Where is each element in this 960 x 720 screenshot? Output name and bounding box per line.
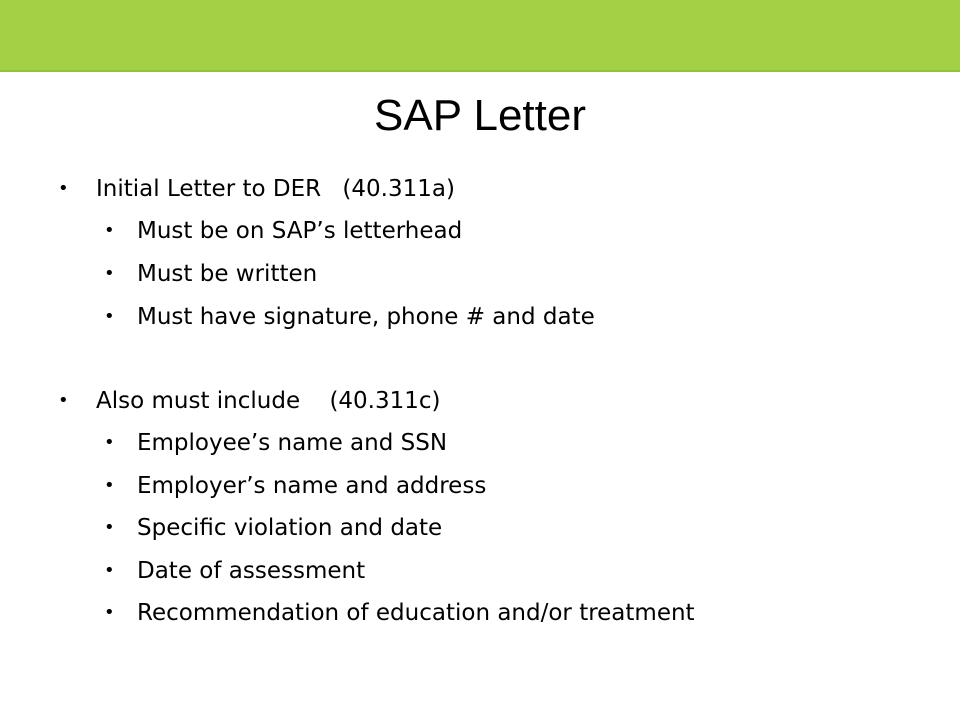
list-item-text: Employer’s name and address <box>137 473 487 499</box>
list-item-text: Date of assessment <box>137 558 366 584</box>
bullet-icon: • <box>104 602 115 623</box>
bullet-icon: • <box>104 517 115 538</box>
section-label: Initial Letter to DER <box>96 176 322 202</box>
slide-title: SAP Letter <box>374 91 586 140</box>
list-item <box>104 302 595 332</box>
bullet-icon: • <box>104 432 115 453</box>
list-item-text: Must be written <box>137 261 318 287</box>
bullet-icon: • <box>58 178 69 199</box>
list-item-text: Employee’s name and SSN <box>137 430 448 456</box>
bullet-icon: • <box>104 263 115 284</box>
list-item <box>104 471 487 501</box>
list-item <box>104 513 443 543</box>
list-item <box>104 216 463 246</box>
list-item <box>104 428 448 458</box>
bullet-icon: • <box>58 390 69 411</box>
section-label: Also must include <box>96 388 301 414</box>
section-heading-also-must-include <box>58 386 441 416</box>
bullet-icon: • <box>104 475 115 496</box>
list-item <box>104 259 318 289</box>
list-item-text: Must be on SAP’s letterhead <box>137 218 463 244</box>
list-item-text: Must have signature, phone # and date <box>137 304 595 330</box>
section-reference: (40.311a) <box>342 176 455 202</box>
bullet-icon: • <box>104 220 115 241</box>
section-reference: (40.311c) <box>329 388 441 414</box>
list-item <box>104 598 695 628</box>
list-item-text: Specific violation and date <box>137 515 443 541</box>
bullet-icon: • <box>104 560 115 581</box>
section-heading-initial-letter <box>58 174 455 204</box>
list-item-text: Recommendation of education and/or treatment <box>137 600 695 626</box>
list-item <box>104 556 366 586</box>
bullet-icon: • <box>104 306 115 327</box>
